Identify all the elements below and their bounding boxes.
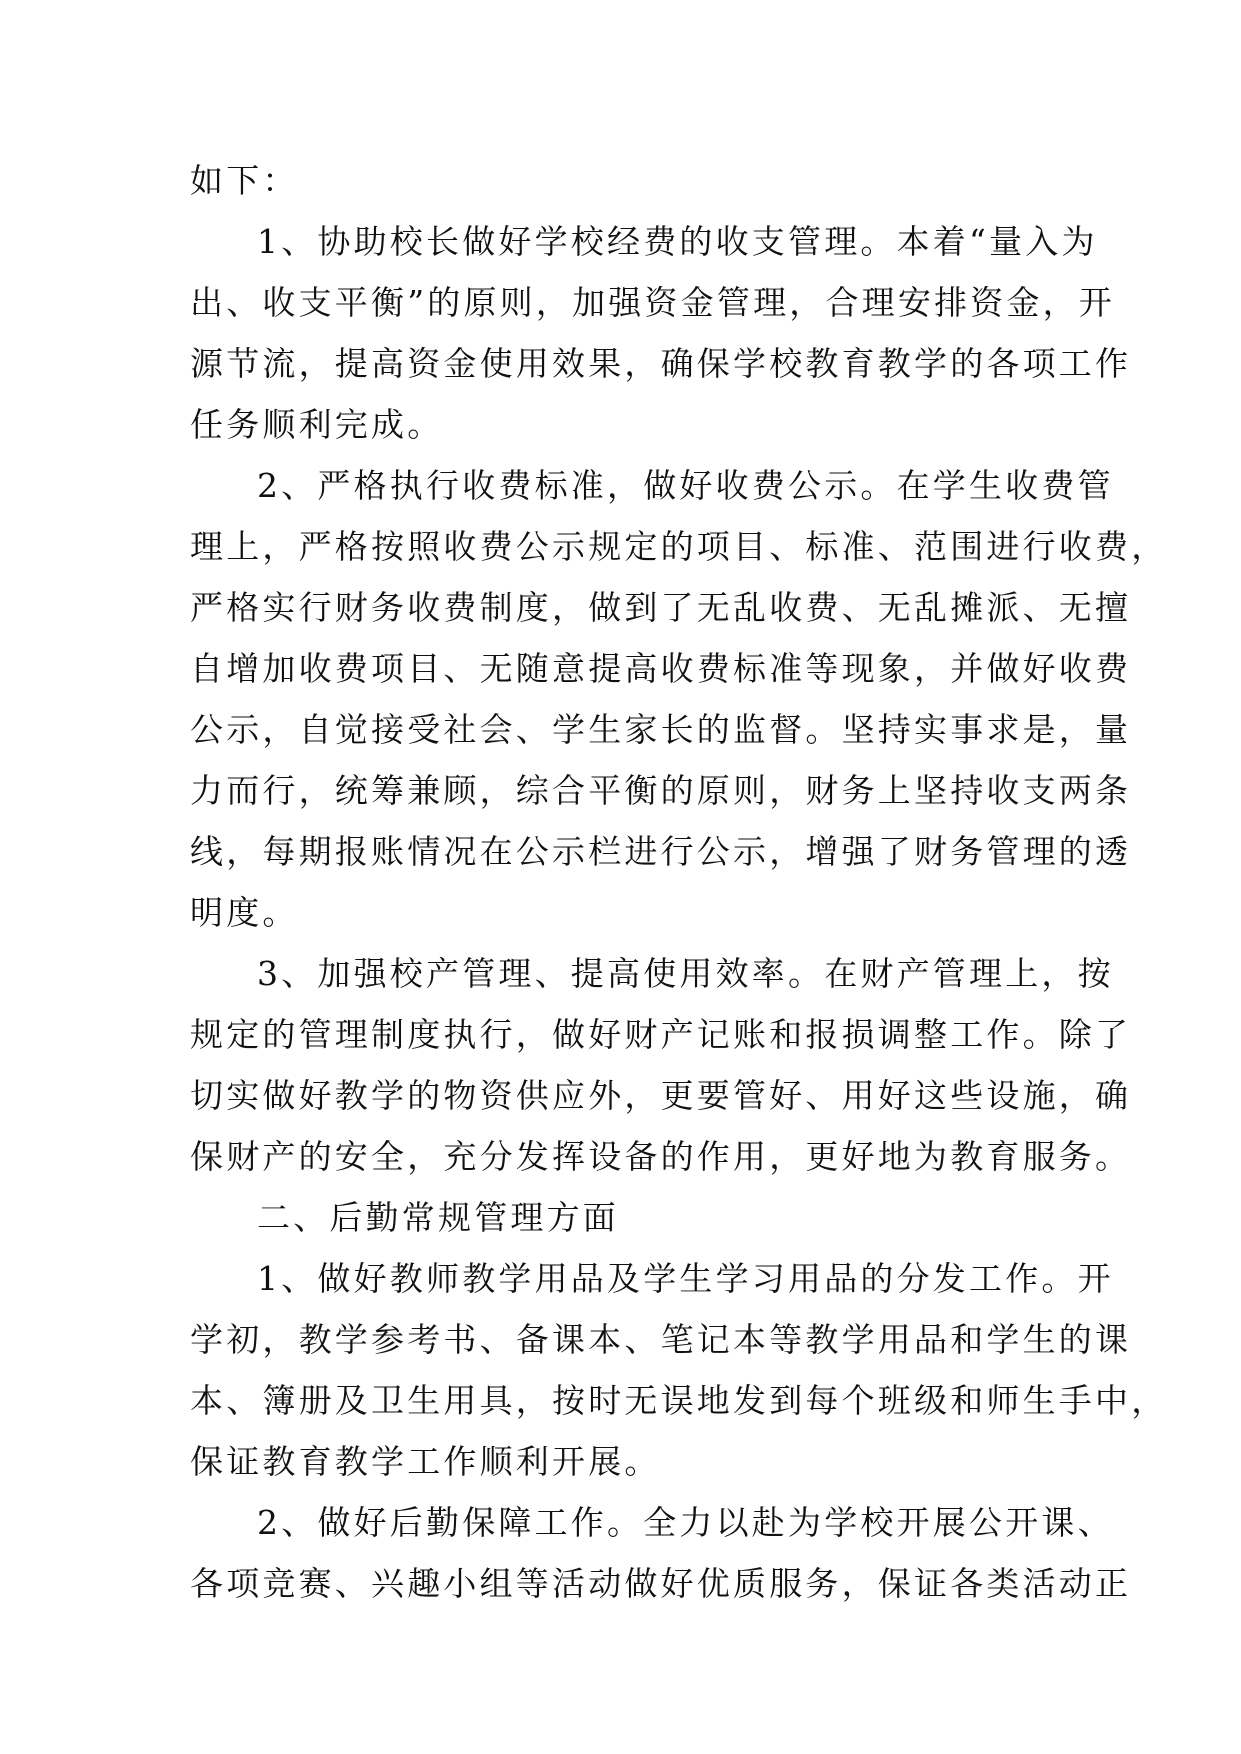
text-line: 保财产的安全，充分发挥设备的作用，更好地为教育服务。 xyxy=(190,1137,1132,1176)
text-line: 出、收支平衡”的原则，加强资金管理，合理安排资金，开 xyxy=(190,283,1116,322)
text-line: 切实做好教学的物资供应外，更要管好、用好这些设施，确 xyxy=(190,1076,1132,1115)
section-heading: 二、后勤常规管理方面 xyxy=(257,1198,619,1237)
text-line: 3、加强校产管理、提高使用效率。在财产管理上，按 xyxy=(257,954,1114,993)
text-line: 自增加收费项目、无随意提高收费标准等现象，并做好收费 xyxy=(190,649,1132,688)
text-line: 学初，教学参考书、备课本、笔记本等教学用品和学生的课 xyxy=(190,1320,1132,1359)
text-line: 理上，严格按照收费公示规定的项目、标准、范围进行收费， xyxy=(190,527,1168,566)
text-line: 规定的管理制度执行，做好财产记账和报损调整工作。除了 xyxy=(190,1015,1132,1054)
text-line: 1、协助校长做好学校经费的收支管理。本着“量入为 xyxy=(257,222,1098,261)
text-line: 源节流，提高资金使用效果，确保学校教育教学的各项工作 xyxy=(190,344,1132,383)
text-line: 2、严格执行收费标准，做好收费公示。在学生收费管 xyxy=(257,466,1114,505)
text-line: 严格实行财务收费制度，做到了无乱收费、无乱摊派、无擅 xyxy=(190,588,1132,627)
text-line: 任务顺利完成。 xyxy=(190,405,444,444)
text-line: 线，每期报账情况在公示栏进行公示，增强了财务管理的透 xyxy=(190,832,1132,871)
text-line: 明度。 xyxy=(190,893,299,932)
text-line: 如下： xyxy=(190,161,299,200)
text-line: 2、做好后勤保障工作。全力以赴为学校开展公开课、 xyxy=(257,1503,1114,1542)
text-line: 保证教育教学工作顺利开展。 xyxy=(190,1442,661,1481)
text-line: 1、做好教师教学用品及学生学习用品的分发工作。开 xyxy=(257,1259,1114,1298)
document-body xyxy=(190,150,1168,1614)
text-line: 公示，自觉接受社会、学生家长的监督。坚持实事求是，量 xyxy=(190,710,1132,749)
text-line: 本、簿册及卫生用具，按时无误地发到每个班级和师生手中， xyxy=(190,1381,1168,1420)
text-line: 各项竞赛、兴趣小组等活动做好优质服务，保证各类活动正 xyxy=(190,1564,1132,1603)
text-line: 力而行，统筹兼顾，综合平衡的原则，财务上坚持收支两条 xyxy=(190,771,1132,810)
